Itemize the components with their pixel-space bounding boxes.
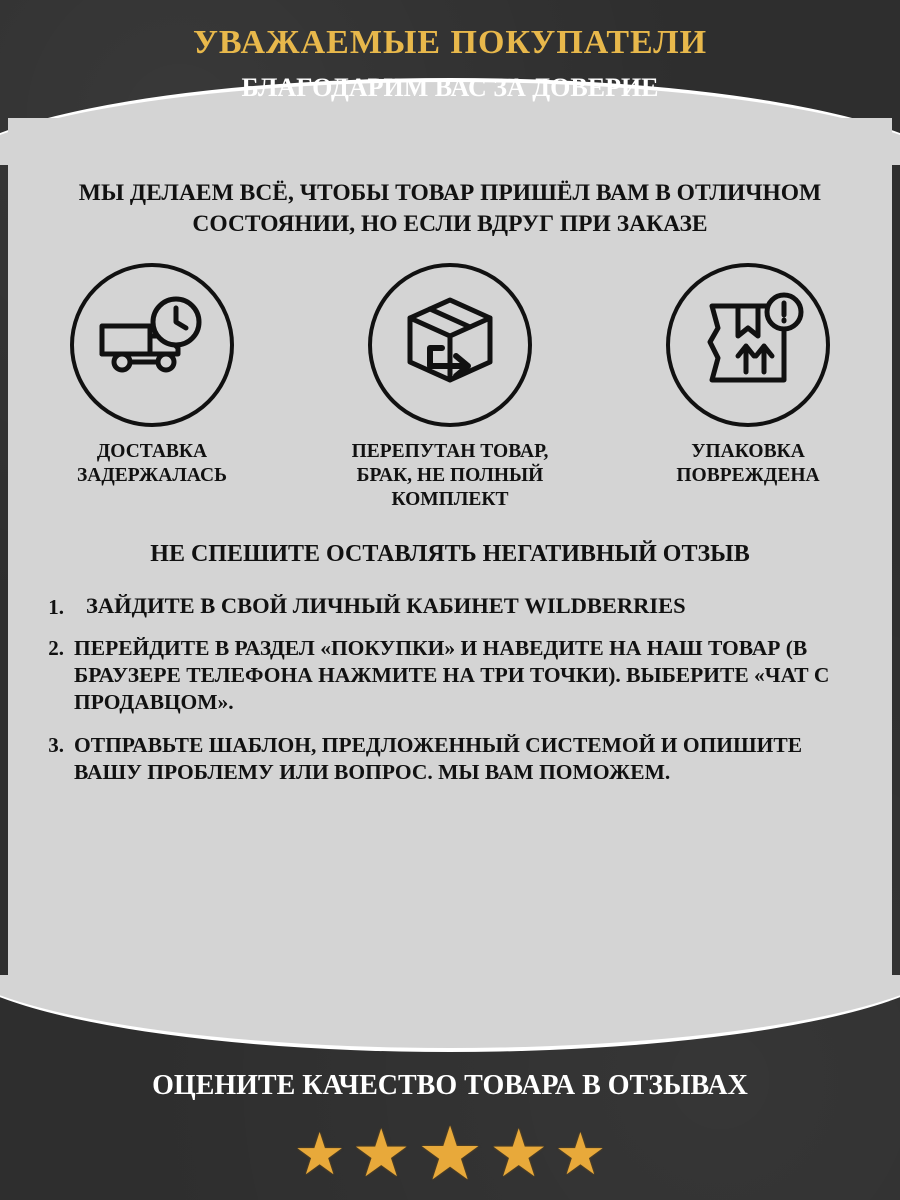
damaged-package-icon	[688, 288, 808, 401]
warning-text: НЕ СПЕШИТЕ ОСТАВЛЯТЬ НЕГАТИВНЫЙ ОТЗЫВ	[150, 540, 750, 567]
icon-caption: УПАКОВКА ПОВРЕЖДЕНА	[676, 440, 820, 486]
icon-caption: ПЕРЕПУТАН ТОВАР, БРАК, НЕ ПОЛНЫЙ КОМПЛЕКТ	[351, 440, 549, 511]
lead-paragraph: МЫ ДЕЛАЕМ ВСЁ, ЧТОБЫ ТОВАР ПРИШЁЛ ВАМ В ОТЛИЧНОМ СОСТОЯНИИ, НО ЕСЛИ ВДРУГ ПРИ ЗАКАЗЕ	[78, 180, 822, 238]
bottom-curve-divider	[0, 975, 900, 1052]
step-text: ПЕРЕЙДИТЕ В РАЗДЕЛ «ПОКУПКИ» И НАВЕДИТЕ НА НАШ ТОВАР (В БРАУЗЕРЕ ТЕЛЕФОНА НАЖМИТЕ НА ТРИ ТОЧКИ). ВЫБЕРИТЕ «ЧАТ С ПРОДАВЦОМ».	[74, 636, 830, 715]
star-icon: ★	[489, 1118, 549, 1191]
step-number: 1.	[48, 594, 64, 619]
circle-frame	[666, 263, 830, 427]
main-panel	[8, 118, 892, 998]
banner-subtitle: БЛАГОДАРИМ ВАС ЗА ДОВЕРИЕ	[241, 73, 659, 102]
circle-frame	[70, 263, 234, 427]
star-icon: ★	[293, 1122, 346, 1187]
steps-list	[8, 592, 892, 786]
list-item	[30, 732, 868, 786]
list-item	[30, 635, 868, 716]
step-text: ОТПРАВЬТЕ ШАБЛОН, ПРЕДЛОЖЕННЫЙ СИСТЕМОЙ И ОПИШИТЕ ВАШУ ПРОБЛЕМУ ИЛИ ВОПРОС. МЫ ВАМ ПОМОЖЕМ.	[74, 732, 803, 784]
star-rating	[0, 1114, 900, 1196]
step-number: 2.	[48, 636, 64, 661]
icon-block-damaged	[628, 263, 868, 489]
delivery-truck-clock-icon	[92, 292, 212, 397]
main-content	[8, 178, 892, 801]
icon-row	[8, 263, 892, 513]
icon-block-wrong-item	[330, 263, 570, 513]
star-icon: ★	[416, 1114, 484, 1196]
circle-frame	[368, 263, 532, 427]
icon-block-delivery	[32, 263, 272, 489]
star-icon: ★	[351, 1118, 411, 1191]
icon-caption: ДОСТАВКА ЗАДЕРЖАЛАСЬ	[76, 440, 227, 486]
step-text: ЗАЙДИТЕ В СВОЙ ЛИЧНЫЙ КАБИНЕТ WILDBERRIES	[86, 592, 686, 618]
step-number: 3.	[48, 732, 64, 757]
list-item	[30, 592, 868, 620]
footer-title: ОЦЕНИТЕ КАЧЕСТВО ТОВАРА В ОТЗЫВАХ	[152, 1069, 748, 1101]
star-icon: ★	[554, 1122, 607, 1187]
box-return-arrow-icon	[390, 286, 510, 403]
banner-title: УВАЖАЕМЫЕ ПОКУПАТЕЛИ	[192, 24, 708, 61]
